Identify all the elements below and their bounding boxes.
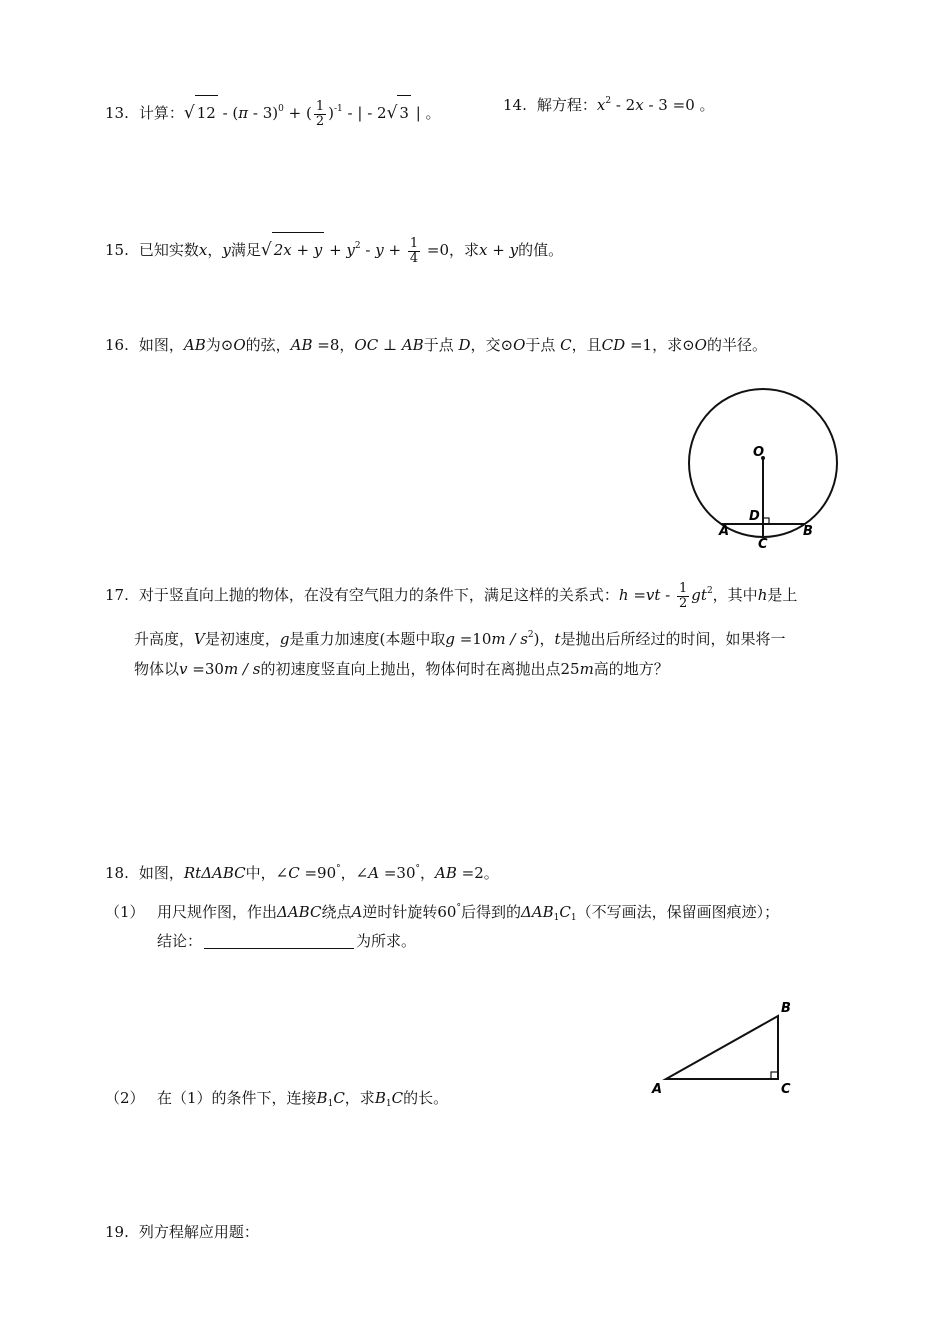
answer-blank[interactable] (204, 934, 354, 949)
question-18: 18. 如图，RtΔABC中，∠C =90°，∠A =30°，AB =2。 (105, 852, 499, 890)
triangle-abc (666, 1016, 778, 1079)
sqrt-12: √ 12 (184, 95, 218, 130)
sqrt-expression: √ 2x + y (261, 232, 324, 267)
question-17-line-3: 物体以v =30m / s的初速度竖直向上抛出，物体何时在离抛出点25m高的地方？ (134, 660, 669, 678)
question-number: 13. (105, 104, 129, 122)
label-c: C (781, 1082, 791, 1097)
label-a: A (719, 524, 730, 539)
circle-figure (680, 378, 850, 550)
fraction-half: $\frac{1}{2}$ (679, 580, 688, 611)
question-number: 14. (503, 96, 527, 114)
label-c: C (758, 537, 768, 550)
label-o: O (753, 445, 765, 460)
question-18-part-1: （1） 用尺规作图，作出ΔABC绕点A逆时针旋转60°后得到的$\Delta AB_1C_1$（不写画法，保留画图痕迹）； (105, 903, 780, 923)
label-a: A (652, 1082, 663, 1097)
question-number: 18. (105, 864, 129, 882)
label-b: B (781, 1001, 791, 1016)
question-15: 15. 已知实数x，y满足 √ 2x + y + $y^2$ - y + $\frac{1}{4}$ =0，求x + y的值。 (105, 229, 563, 267)
question-17-line-1: 17. 对于竖直向上抛的物体，在没有空气阻力的条件下，满足这样的关系式：h =vt - $\frac{1}{2}$ $gt^2$，其中h是上 (105, 574, 797, 612)
question-number: 15. (105, 241, 129, 259)
fraction-quarter: $\frac{1}{4}$ (409, 235, 419, 266)
fraction-half: $\frac{1}{2}$ (315, 98, 325, 129)
question-18-part-2: （2） 在（1）的条件下，连接$B_1C$，求$B_1C$的长。 (105, 1089, 449, 1109)
question-number: 16. (105, 336, 129, 354)
label-b: B (803, 524, 813, 539)
question-16: 16. 如图，AB为⊙O的弦，AB =8，OC ⊥ AB于点 D，交⊙O于点 C，且CD =1，求⊙O的半径。 (105, 328, 767, 362)
sqrt-3: √ 3 (387, 95, 411, 130)
right-angle-mark (771, 1072, 778, 1079)
question-17-line-2: 升高度，V是初速度，g是重力加速度(本题中取$g =10m / s^2$)，t是抛出后所经过的时间，如果将一 (134, 630, 786, 648)
question-14: 14. 解方程：$x^2 - 2x - 3 =0$ 。 (503, 84, 715, 122)
question-number: 19. (105, 1223, 129, 1241)
question-19: 19. 列方程解应用题： (105, 1215, 259, 1249)
question-13: 13. 计算： √ 12 - (π - 3)$^0$ + ( $\frac{1}{2}$ )$^{-1}$ - | - 2 √ 3 | 。 (105, 92, 441, 130)
triangle-figure (648, 996, 798, 1100)
label-d: D (749, 509, 760, 524)
question-number: 17. (105, 586, 129, 604)
question-18-conclusion: 结论： 为所求。 (157, 932, 417, 950)
